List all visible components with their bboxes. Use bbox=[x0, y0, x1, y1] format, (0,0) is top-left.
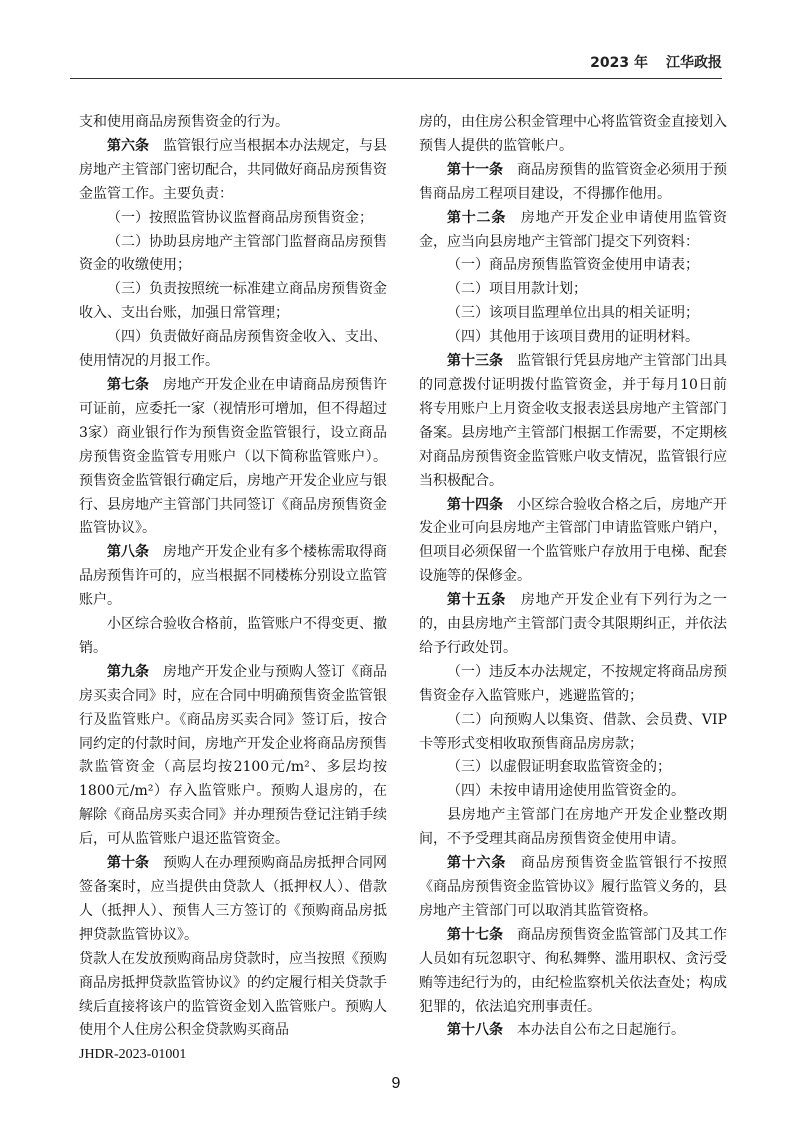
paragraph-text: 县房地产主管部门在房地产开发企业整改期间，不予受理其商品房预售资金使用申请。 bbox=[419, 807, 727, 848]
paragraph-text: 本办法自公布之日起施行。 bbox=[503, 1022, 685, 1039]
paragraph bbox=[419, 302, 727, 326]
paragraph bbox=[79, 852, 387, 948]
paragraph bbox=[419, 1019, 727, 1043]
header-title: 江华政报 bbox=[666, 55, 722, 71]
paragraph bbox=[79, 231, 387, 279]
paragraph-text: （三）负责按照统一标准建立商品房预售资金收入、支出台账，加强日常管理； bbox=[79, 281, 387, 322]
paragraph-text: （一）违反本办法规定，不按规定将商品房预售资金存入监管账户，逃避监管的； bbox=[419, 663, 727, 704]
paragraph-text: （二）协助县房地产主管部门监督商品房预售资金的收缴使用； bbox=[79, 233, 387, 274]
paragraph bbox=[79, 661, 387, 852]
paragraph-text: （二）向预购人以集资、借款、会员费、VIP卡等形式变相收取预售商品房房款； bbox=[419, 711, 727, 752]
article-number: 第七条 bbox=[107, 376, 149, 393]
article-number: 第六条 bbox=[107, 137, 149, 154]
paragraph bbox=[419, 278, 727, 302]
paragraph-text: （四）其他用于该项目费用的证明材料。 bbox=[447, 329, 699, 346]
paragraph bbox=[419, 350, 727, 493]
paragraph bbox=[79, 541, 387, 613]
paragraph-text: （一）按照监管协议监督商品房预售资金； bbox=[107, 209, 373, 226]
paragraph-text: 预购人在办理预购商品房抵押合同网签备案时，应当提供由贷款人（抵押权人）、借款人（抵押人）、预售人三方签订的《预购商品房抵押贷款监管协议》。 bbox=[79, 855, 387, 943]
paragraph bbox=[419, 254, 727, 278]
paragraph bbox=[419, 924, 727, 1020]
article-number: 第十八条 bbox=[447, 1022, 503, 1039]
paragraph-text: 房地产开发企业有多个楼栋需取得商品房预售许可的，应当根据不同楼栋分别设立监管账户。 bbox=[79, 544, 387, 609]
paragraph bbox=[419, 756, 727, 780]
article-number: 第十四条 bbox=[447, 496, 503, 513]
right-column bbox=[419, 111, 727, 1043]
paragraph-text: （一）商品房预售监管资金使用申请表； bbox=[447, 257, 699, 274]
paragraph bbox=[419, 661, 727, 709]
article-number: 第十条 bbox=[107, 855, 149, 872]
paragraph-text: （二）项目用款计划； bbox=[447, 281, 587, 298]
paragraph-text: 房地产开发企业有下列行为之一的，由县房地产主管部门责令其限期纠正，并依法给予行政处罚。 bbox=[419, 592, 728, 656]
paragraph-text: 商品房预售资金监管银行不按照《商品房预售资金监管协议》履行监管义务的，县房地产主管部门可以取消其监管资格。 bbox=[419, 855, 728, 919]
document-number: JHDR-2023-01001 bbox=[79, 1047, 187, 1063]
article-number: 第八条 bbox=[107, 544, 149, 561]
header-year: 2023 年 bbox=[590, 55, 648, 71]
left-column bbox=[79, 111, 387, 1067]
paragraph-text: 商品房预售的监管资金必须用于预售商品房工程项目建设，不得挪作他用。 bbox=[419, 161, 727, 202]
paragraph bbox=[419, 709, 727, 757]
paragraph bbox=[79, 374, 387, 541]
article-number: 第十三条 bbox=[447, 353, 503, 370]
article-number: 第十二条 bbox=[447, 209, 507, 226]
paragraph-text: 支和使用商品房预售资金的行为。 bbox=[79, 114, 289, 130]
paragraph bbox=[419, 159, 727, 207]
paragraph bbox=[79, 948, 387, 1044]
header-rule bbox=[70, 78, 722, 79]
paragraph-text: （三）该项目监理单位出具的相关证明； bbox=[447, 305, 699, 322]
page-number: 9 bbox=[391, 1075, 401, 1092]
paragraph-text: 监管银行凭县房地产主管部门出具的同意拨付证明拨付监管资金，并于每月10日前将专用账户上月资金收支报表送县房地产主管部门备案。县房地产主管部门根据工作需要，不定期核对商品房预售资金监管账户收支情况，监管银行应当积极配合。 bbox=[419, 353, 727, 489]
paragraph bbox=[79, 135, 387, 207]
paragraph-text: 小区综合验收合格前，监管账户不得变更、撤销。 bbox=[79, 616, 387, 656]
paragraph-text: 商品房预售资金监管部门及其工作人员如有玩忽职守、徇私舞弊、滥用职权、贪污受贿等违纪行为的，由纪检监察机关依法查处；构成犯罪的，依法追究刑事责任。 bbox=[419, 926, 727, 1015]
paragraph bbox=[419, 111, 727, 159]
paragraph bbox=[419, 207, 727, 255]
paragraph bbox=[419, 589, 727, 661]
paragraph-text: （四）未按申请用途使用监管资金的。 bbox=[447, 783, 685, 800]
article-number: 第十五条 bbox=[447, 592, 507, 609]
paragraph bbox=[79, 207, 387, 231]
paragraph bbox=[79, 111, 387, 135]
paragraph-text: （三）以虚假证明套取监管资金的； bbox=[447, 759, 671, 776]
paragraph bbox=[419, 852, 727, 924]
paragraph-text: 小区综合验收合格之后，房地产开发企业可向县房地产主管部门申请监管账户销户，但项目必须保留一个监管账户存放用于电梯、配套设施等的保修金。 bbox=[419, 496, 727, 585]
paragraph bbox=[79, 278, 387, 326]
paragraph-text: 贷款人在发放预购商品房贷款时，应当按照《预购商品房抵押贷款监管协议》的约定履行相关贷款手续后直接将该户的监管资金划入监管账户。预购人使用个人住房公积金贷款购买商品 bbox=[79, 950, 387, 1039]
paragraph bbox=[419, 326, 727, 350]
paragraph bbox=[419, 780, 727, 804]
article-number: 第十六条 bbox=[447, 855, 507, 872]
paragraph-text: 房地产开发企业申请使用监管资金，应当向县房地产主管部门提交下列资料： bbox=[419, 209, 728, 250]
paragraph-text: 监管银行应当根据本办法规定，与县房地产主管部门密切配合，共同做好商品房预售资金监管工作。主要负责： bbox=[79, 137, 387, 202]
paragraph-text: 房的，由住房公积金管理中心将监管资金直接划入预售人提供的监管帐户。 bbox=[419, 114, 727, 154]
paragraph bbox=[79, 613, 387, 661]
running-header bbox=[590, 52, 722, 72]
paragraph-text: （四）负责做好商品房预售资金收入、支出、使用情况的月报工作。 bbox=[79, 329, 387, 370]
paragraph-text: 房地产开发企业在申请商品房预售许可证前，应委托一家（视情形可增加，但不得超过3家）商业银行作为预售资金监管银行，设立商品房预售资金监管专用账户（以下简称监管账户）。预售资金监管银行确定后，房地产开发企业应与银行、县房地产主管部门共同签订《商品房预售资金监管协议》。 bbox=[79, 376, 387, 537]
paragraph bbox=[419, 494, 727, 590]
article-number: 第十七条 bbox=[447, 926, 503, 943]
article-number: 第十一条 bbox=[447, 161, 503, 178]
paragraph bbox=[79, 326, 387, 374]
article-number: 第九条 bbox=[107, 663, 149, 680]
paragraph bbox=[419, 804, 727, 852]
paragraph-text: 房地产开发企业与预购人签订《商品房买卖合同》时，应在合同中明确预售资金监管银行及监管账户。《商品房买卖合同》签订后，按合同约定的付款时间，房地产开发企业将商品房预售款监管资金（高层均按2100元/m²、多层均按1800元/m²）存入监管账户。预购人退房的，在解除《商品房买卖合同》并办理预告登记注销手续后，可从监管账户退还监管资金。 bbox=[79, 663, 387, 848]
